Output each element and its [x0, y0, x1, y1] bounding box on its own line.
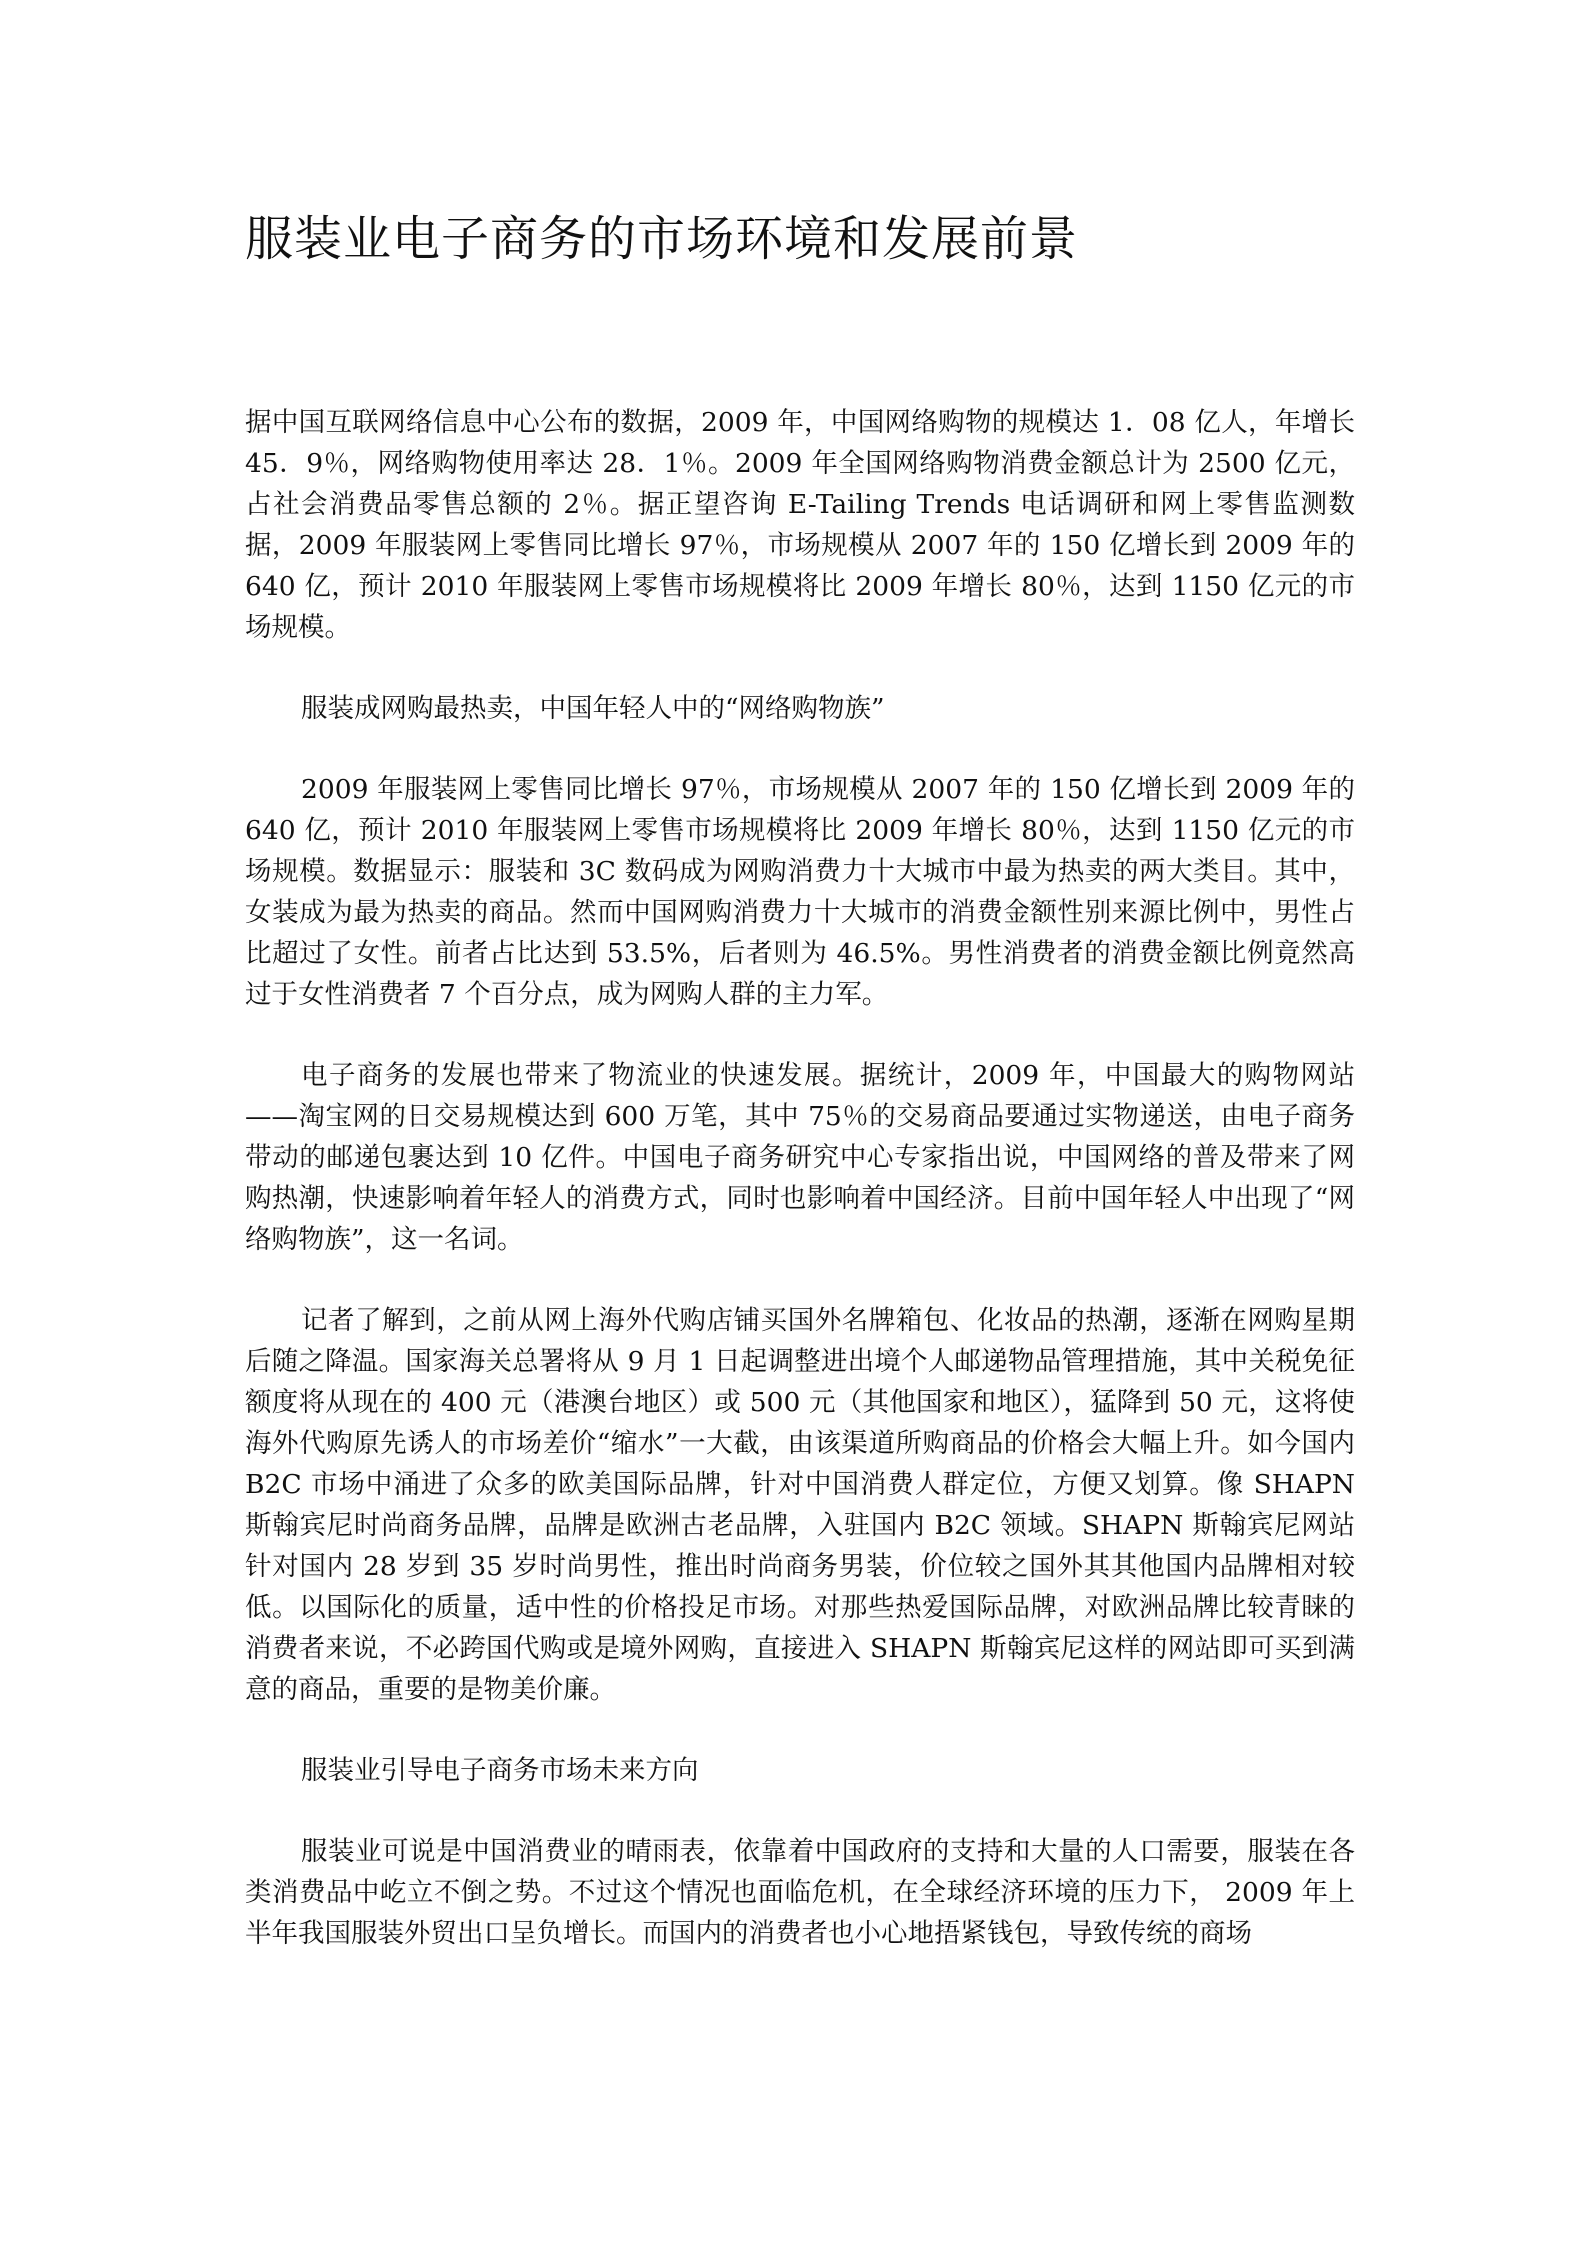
subheading-online-shopping-group: 服装成网购最热卖，中国年轻人中的“网络购物族”: [301, 693, 885, 724]
paragraph-overseas-purchasing: 记者了解到，之前从网上海外代购店铺买国外名牌箱包、化妆品的热潮，逐渐在网购星期后随之降温。国家海关总署将从 9 月 1 日起调整进出境个人邮递物品管理措施，其中关税免征额度将从现在的 400 元（港澳台地区）或 500 元（其他国家和地区），猛降到 50 元，这将使海外代购原先诱人的市场差价“缩水”一大截，由该渠道所购商品的价格会大幅上升。如今国内 B2C 市场中涌进了众多的欧美国际品牌，针对中国消费人群定位，方便又划算。像 SHAPN 斯翰宾尼时尚商务品牌，品牌是欧洲古老品牌，入驻国内 B2C 领域。SHAPN 斯翰宾尼网站针对国内 28 岁到 35 岁时尚男性，推出时尚商务男装，价位较之国外其其他国内品牌相对较低。以国际化的质量，适中性的价格投足市场。对那些热爱国际品牌，对欧洲品牌比较青睐的消费者来说，不必跨国代购或是境外网购，直接进入 SHAPN 斯翰宾尼这样的网站即可买到满意的商品，重要的是物美价廉。: [245, 1305, 1355, 1705]
document-body: [245, 402, 1355, 1994]
document-title: 服装业电子商务的市场环境和发展前景: [245, 211, 1079, 267]
paragraph-market-data: 据中国互联网络信息中心公布的数据，2009 年，中国网络购物的规模达 1．08 亿人，年增长 45．9％，网络购物使用率达 28．1％。2009 年全国网络购物消费金额总计为 2500 亿元，占社会消费品零售总额的 2％。据正望咨询 E-Tailing Trends 电话调研和网上零售监测数据，2009 年服装网上零售同比增长 97％，市场规模从 2007 年的 150 亿增长到 2009 年的 640 亿，预计 2010 年服装网上零售市场规模将比 2009 年增长 80％，达到 1150 亿元的市场规模。: [245, 407, 1355, 643]
subheading-future-direction: 服装业引导电子商务市场未来方向: [301, 1755, 699, 1786]
paragraph-consumer-barometer: 服装业可说是中国消费业的晴雨表，依靠着中国政府的支持和大量的人口需要，服装在各类消费品中屹立不倒之势。不过这个情况也面临危机，在全球经济环境的压力下， 2009 年上半年我国服装外贸出口呈负增长。而国内的消费者也小心地捂紧钱包，导致传统的商场: [245, 1836, 1355, 1949]
paragraph-apparel-sales: 2009 年服装网上零售同比增长 97％，市场规模从 2007 年的 150 亿增长到 2009 年的 640 亿，预计 2010 年服装网上零售市场规模将比 2009 年增长 80％，达到 1150 亿元的市场规模。数据显示：服装和 3C 数码成为网购消费力十大城市中最为热卖的两大类目。其中，女装成为最为热卖的商品。然而中国网购消费力十大城市的消费金额性别来源比例中，男性占比超过了女性。前者占比达到 53.5%，后者则为 46.5%。男性消费者的消费金额比例竟然高过于女性消费者 7 个百分点，成为网购人群的主力军。: [245, 774, 1355, 1010]
paragraph-logistics: 电子商务的发展也带来了物流业的快速发展。据统计，2009 年，中国最大的购物网站——淘宝网的日交易规模达到 600 万笔，其中 75％的交易商品要通过实物递送，由电子商务带动的邮递包裹达到 10 亿件。中国电子商务研究中心专家指出说，中国网络的普及带来了网购热潮，快速影响着年轻人的消费方式，同时也影响着中国经济。目前中国年轻人中出现了“网络购物族”，这一名词。: [245, 1060, 1355, 1255]
